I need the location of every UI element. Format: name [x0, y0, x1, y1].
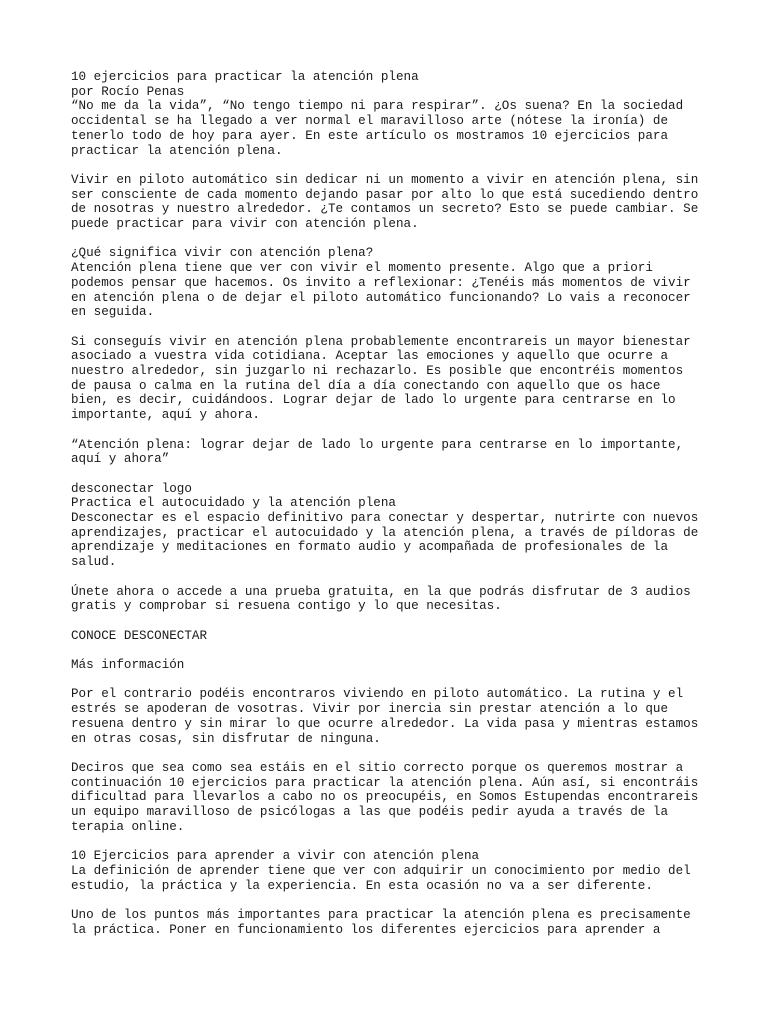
- text-line: nuestro alrededor, sin juzgarlo ni rechazarlo. Es posible que encontréis momentos: [71, 364, 684, 379]
- text-line: en atención plena o de dejar el piloto automático funcionando? Lo vais a reconocer: [71, 290, 691, 305]
- pull-quote: [71, 438, 708, 467]
- text-line: 10 Ejercicios para aprender a vivir con atención plena: [71, 849, 480, 864]
- paragraph-unete: [71, 585, 708, 614]
- text-line: salud.: [71, 555, 117, 570]
- text-line: desconectar logo: [71, 481, 192, 496]
- text-line: “No me da la vida”, “No tengo tiempo ni para respirar”. ¿Os suena? En la sociedad: [71, 99, 684, 114]
- text-line: bien, es decir, cuidándoos. Lograr dejar de lado lo urgente para centrarse en lo: [71, 393, 676, 408]
- text-line: Uno de los puntos más importantes para practicar la atención plena es precisamente: [71, 907, 691, 922]
- text-line: resuena dentro y sin mirar lo que ocurre alrededor. La vida pasa y mientras estamos: [71, 716, 699, 731]
- section-10-ejercicios: [71, 849, 708, 893]
- text-line: asociado a vuestra vida cotidiana. Aceptar las emociones y aquello que ocurre a: [71, 349, 669, 364]
- text-line: un equipo maravilloso de psicólogas a las que podéis pedir ayuda a través de la: [71, 805, 669, 819]
- document-body: [71, 70, 708, 937]
- text-line: ¿Qué significa vivir con atención plena?: [71, 246, 374, 261]
- text-line: puede practicar para vivir con atención plena.: [71, 217, 419, 232]
- text-line: aprendizaje y meditaciones en formato audio y acompañada de profesionales de la: [71, 540, 669, 555]
- cta-conoce-desconectar: [71, 629, 708, 644]
- text-line: aprendizajes, practicar el autocuidado y la atención plena, a través de píldoras de: [71, 525, 699, 540]
- text-line: gratis y comprobar si resuena contigo y lo que necesitas.: [71, 599, 502, 614]
- text-line: Únete ahora o accede a una prueba gratuita, en la que podrás disfrutar de 3 audios: [71, 584, 691, 599]
- text-line: tenerlo todo de hoy para ayer. En este artículo os mostramos 10 ejercicios para: [71, 128, 669, 143]
- text-line: 10 ejercicios para practicar la atención plena: [71, 70, 419, 84]
- text-line: Practica el autocuidado y la atención plena: [71, 496, 396, 511]
- text-line: Vivir en piloto automático sin dedicar ni un momento a vivir en atención plena, sin: [71, 172, 699, 187]
- text-line: terapia online.: [71, 819, 185, 834]
- text-line: la práctica. Poner en funcionamiento los diferentes ejercicios para aprender a: [71, 922, 661, 937]
- paragraph-bienestar: [71, 335, 708, 423]
- paragraph-practica: [71, 908, 708, 937]
- text-line: Deciros que sea como sea estáis en el sitio correcto porque os queremos mostrar a: [71, 760, 684, 775]
- text-line: de pausa o calma en la rutina del día a día conectando con aquello que os hace: [71, 378, 661, 393]
- paragraph-piloto-automatico: [71, 173, 708, 232]
- paragraph-por-el-contrario: [71, 687, 708, 746]
- text-line: en seguida.: [71, 305, 155, 320]
- text-line: Si conseguís vivir en atención plena probablemente encontrareis un mayor bienestar: [71, 334, 691, 349]
- text-line: por Rocío Penas: [71, 84, 185, 99]
- text-line: “Atención plena: lograr dejar de lado lo urgente para centrarse en lo importante,: [71, 437, 684, 452]
- text-line: La definición de aprender tiene que ver con adquirir un conocimiento por medio del: [71, 863, 691, 878]
- text-line: dificultad para llevarlos a cabo no os preocupéis, en Somos Estupendas encontrareis: [71, 790, 699, 805]
- text-line: ser consciente de cada momento dejando pasar por alto lo que está sucediendo dentro: [71, 187, 699, 202]
- text-line: practicar la atención plena.: [71, 143, 283, 158]
- text-line: podemos pensar que hacemos. Os invito a reflexionar: ¿Tenéis más momentos de vivir: [71, 275, 691, 290]
- cta-mas-informacion: [71, 658, 708, 673]
- text-line: Atención plena tiene que ver con vivir el momento presente. Algo que a priori: [71, 261, 653, 276]
- text-line: continuación 10 ejercicios para practicar la atención plena. Aún así, si encontráis: [71, 775, 699, 790]
- text-line: Por el contrario podéis encontraros viviendo en piloto automático. La rutina y el: [71, 687, 684, 702]
- paragraph-deciros: [71, 761, 708, 835]
- article-intro: [71, 70, 708, 158]
- text-line: estrés se apoderan de vosotras. Vivir por inercia sin prestar atención a lo que: [71, 702, 669, 717]
- text-line: de nosotras y nuestro alrededor. ¿Te contamos un secreto? Esto se puede cambiar. Se: [71, 202, 699, 217]
- text-line: importante, aquí y ahora.: [71, 408, 260, 423]
- text-line: occidental se ha llegado a ver normal el maravilloso arte (nótese la ironía) de: [71, 114, 669, 129]
- text-line: Desconectar es el espacio definitivo para conectar y despertar, nutrirte con nuevos: [71, 511, 699, 526]
- text-line: aquí y ahora”: [71, 452, 170, 467]
- text-line: Más información: [71, 658, 185, 672]
- text-line: estudio, la práctica y la experiencia. En esta ocasión no va a ser diferente.: [71, 878, 653, 893]
- text-line: CONOCE DESCONECTAR: [71, 628, 208, 643]
- desconectar-promo: [71, 482, 708, 570]
- section-que-significa: [71, 246, 708, 320]
- text-line: en otras cosas, sin disfrutar de ninguna.: [71, 731, 381, 746]
